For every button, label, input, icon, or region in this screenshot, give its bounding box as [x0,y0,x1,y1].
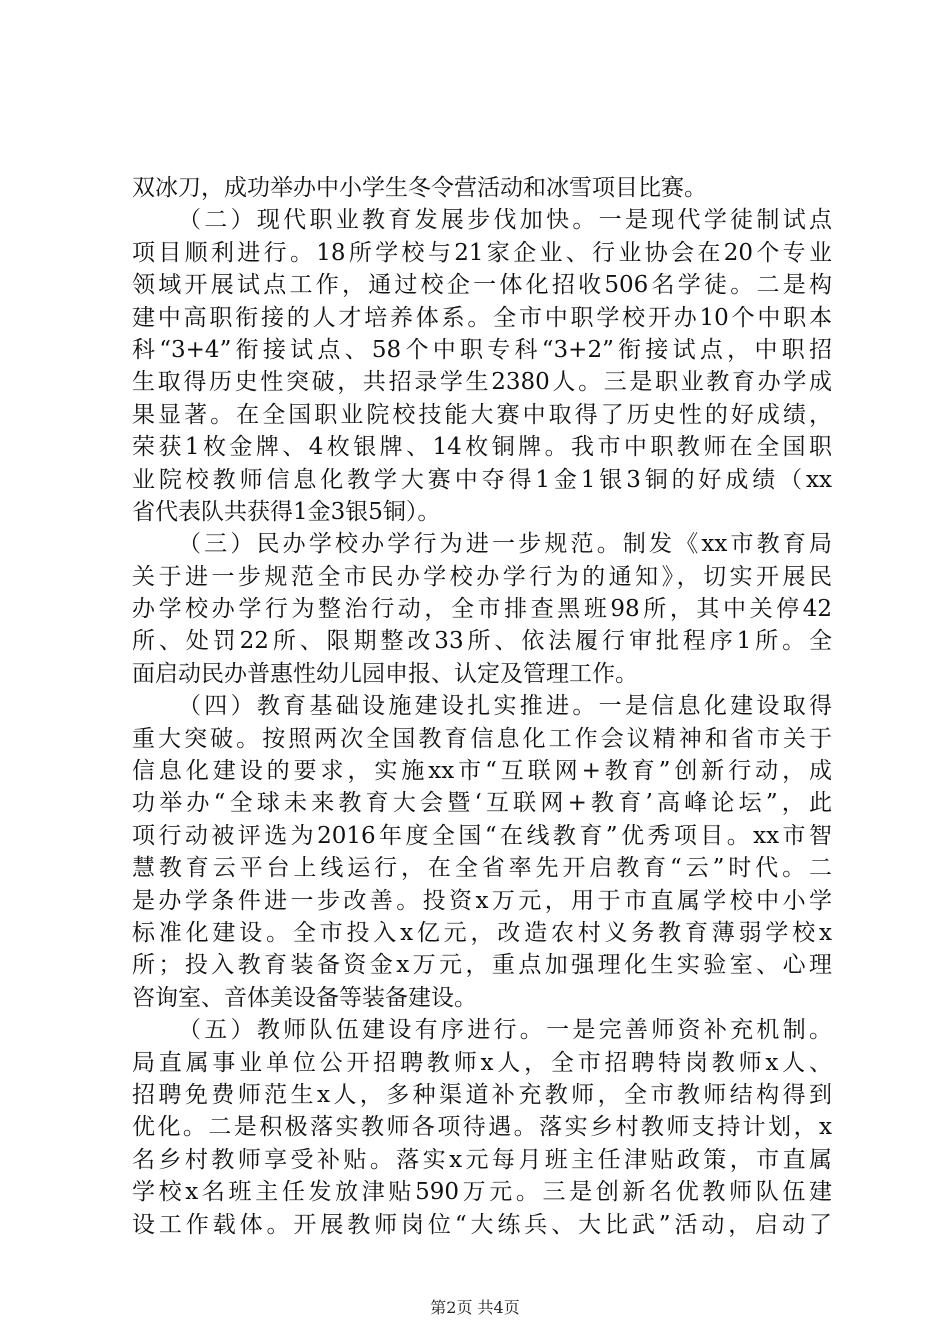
text-line: 局直属事业单位公开招聘教师x人，全市招聘特岗教师x人、 [132,1049,832,1076]
text-line: 名乡村教师享受补贴。落实x元每月班主任津贴政策，市直属 [132,1146,832,1173]
document-body [132,172,832,1241]
text-line: 果显著。在全国职业院校技能大赛中取得了历史性的好成绩， [132,401,832,428]
text-line: 学校x名班主任发放津贴590万元。三是创新名优教师队伍建 [132,1179,832,1206]
text-line: 业院校教师信息化教学大赛中夺得1金1银3铜的好成绩（xx [132,466,832,493]
text-line: 生取得历史性突破，共招录学生2380人。三是职业教育办学成 [132,369,832,396]
text-line: 所；投入教育装备资金x万元，重点加强理化生实验室、心理 [132,952,832,979]
text-line: 重大突破。按照两次全国教育信息化工作会议精神和省市关于 [132,725,832,752]
text-line: 领域开展试点工作，通过校企一体化招收506名学徒。二是构 [132,272,832,299]
text-line: 建中高职衔接的人才培养体系。全市中职学校开办10个中职本 [132,304,832,331]
text-line: 慧教育云平台上线运行，在全省率先开启教育“云”时代。二 [132,855,832,882]
text-line: 科“3+4”衔接试点、58个中职专科“3+2”衔接试点，中职招 [132,336,832,363]
text-line: 信息化建设的要求，实施xx市“互联网+教育”创新行动，成 [132,758,832,785]
text-line: 荣获1枚金牌、4枚银牌、14枚铜牌。我市中职教师在全国职 [132,434,832,461]
text-line: 所、处罚22所、限期整改33所、依法履行审批程序1所。全 [132,628,832,655]
text-line: （四）教育基础设施建设扎实推进。一是信息化建设取得 [178,693,832,720]
text-line: （二）现代职业教育发展步伐加快。一是现代学徒制试点 [178,207,832,234]
text-line: 咨询室、音体美设备等装备建设。 [132,984,477,1011]
page-footer: 第2页 共4页 [430,1298,520,1317]
text-line: 省代表队共获得1金3银5铜）。 [132,498,441,525]
text-line: 项行动被评选为2016年度全国“在线教育”优秀项目。xx市智 [132,822,832,849]
text-line: 双冰刀，成功举办中小学生冬令营活动和冰雪项目比赛。 [132,175,707,201]
text-line: （三）民办学校办学行为进一步规范。制发《xx市教育局 [178,531,832,558]
text-line: 标准化建设。全市投入x亿元，改造农村义务教育薄弱学校x [132,919,832,946]
text-line: 关于进一步规范全市民办学校办学行为的通知》，切实开展民 [132,563,832,590]
text-line: 设工作载体。开展教师岗位“大练兵、大比武”活动，启动了 [132,1211,832,1238]
text-line: 办学校办学行为整治行动，全市排查黑班98所，其中关停42 [132,596,832,623]
text-line: 是办学条件进一步改善。投资x万元，用于市直属学校中小学 [132,887,832,914]
text-line: 项目顺利进行。18所学校与21家企业、行业协会在20个专业 [132,239,832,266]
text-line: （五）教师队伍建设有序进行。一是完善师资补充机制。 [178,1017,832,1044]
text-line: 优化。二是积极落实教师各项待遇。落实乡村教师支持计划，x [132,1114,832,1141]
text-line: 面启动民办普惠性幼儿园申报、认定及管理工作。 [132,660,638,687]
text-line: 招聘免费师范生x人，多种渠道补充教师，全市教师结构得到 [132,1081,832,1108]
text-line: 功举办“全球未来教育大会暨‘互联网+教育’高峰论坛”，此 [132,790,832,817]
